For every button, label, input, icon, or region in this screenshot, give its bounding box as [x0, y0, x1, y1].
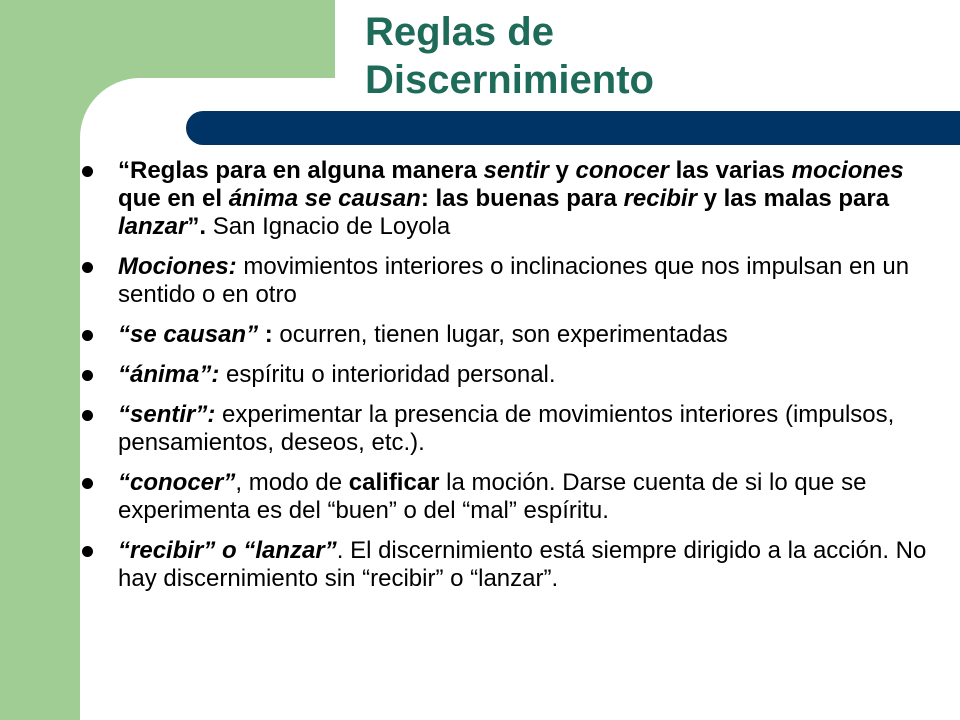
bullet-text-segment: :	[258, 321, 273, 348]
bullet-text-segment: y	[548, 157, 576, 184]
bullet-text-segment: y las malas para	[696, 185, 890, 212]
bullet-text-segment: mociones	[791, 157, 904, 184]
bullet-text-segment: espíritu o interioridad personal.	[219, 361, 556, 388]
bullet-dot-icon	[82, 262, 93, 273]
bullet-dot-icon	[82, 166, 93, 177]
bullet-text-segment: ocurren, tienen lugar, son experimentadas	[272, 321, 728, 348]
bullet-text-segment: movimientos interiores o inclinaciones que nos impulsan en un sentido o en otro	[118, 253, 910, 308]
bullet-item	[78, 361, 948, 389]
bullet-dot-icon	[82, 330, 93, 341]
bullet-text-segment: calificar	[348, 469, 440, 496]
slide-title	[365, 8, 925, 104]
bullet-text-segment: . El discernimiento está siempre dirigido a la acción. No hay discernimiento sin “recibir” o “lanzar”.	[118, 537, 927, 592]
bullet-list	[78, 157, 948, 605]
bullet-text-segment: ”.	[187, 213, 207, 240]
bullet-text-segment: conocer	[575, 157, 669, 184]
bullet-text-segment: que en el	[118, 185, 229, 212]
bullet-text-segment: Mociones:	[118, 253, 237, 280]
bullet-text-segment: “se causan”	[118, 321, 259, 348]
bullet-item	[78, 157, 948, 241]
bullet-text-segment: las varias	[668, 157, 792, 184]
bullet-text-segment: la moción. Darse cuenta de si lo que se experimenta es del “buen” o del “mal” espíritu.	[118, 469, 867, 524]
bullet-text-segment: San Ignacio de Loyola	[206, 213, 451, 240]
bullet-item	[78, 537, 948, 593]
bullet-text-segment: “conocer”	[118, 469, 236, 496]
bullet-text-segment: experimentar la presencia de movimientos interiores (impulsos, pensamientos, deseos, etc.).	[118, 401, 895, 456]
bullet-text-segment: “Reglas para en alguna manera	[118, 157, 484, 184]
bullet-text-segment: “sentir”:	[118, 401, 216, 428]
bullet-text-segment: sentir	[483, 157, 549, 184]
bullet-dot-icon	[82, 410, 93, 421]
bullet-text-segment: : las buenas para	[420, 185, 624, 212]
bullet-item	[78, 401, 948, 457]
bullet-text-segment: “ánima”:	[118, 361, 220, 388]
bullet-item	[78, 321, 948, 349]
title-underline-bar	[186, 111, 960, 145]
bullet-item	[78, 469, 948, 525]
bullet-text-segment: ánima se causan	[228, 185, 421, 212]
bullet-text-segment: lanzar	[118, 213, 188, 240]
slide-title-text: Reglas de Discernimiento	[365, 10, 654, 102]
bullet-text-segment: “recibir” o “lanzar”	[118, 537, 337, 564]
bullet-dot-icon	[82, 370, 93, 381]
bullet-dot-icon	[82, 478, 93, 489]
bullet-dot-icon	[82, 546, 93, 557]
bullet-text-segment: , modo de	[235, 469, 349, 496]
bullet-item	[78, 253, 948, 309]
bullet-text-segment: recibir	[623, 185, 697, 212]
